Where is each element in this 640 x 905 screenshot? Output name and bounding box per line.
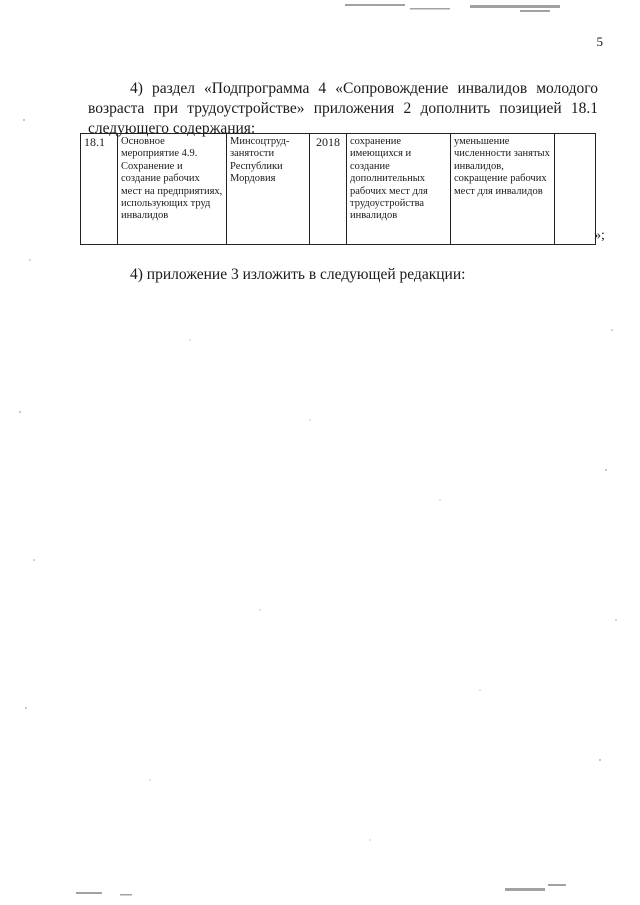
cell-number: 18.1 bbox=[81, 134, 118, 245]
page-number: 5 bbox=[596, 34, 603, 49]
closing-quote-mark: »; bbox=[594, 228, 605, 243]
program-table bbox=[80, 133, 596, 245]
cell-expected-result: сохранение имеющихся и создание дополнительных рабочих мест для трудоустройства инвалидов bbox=[347, 134, 451, 245]
cell-activity: Основное мероприятие 4.9. Сохранение и создание рабочих мест на предприятиях, использующих труд инвалидов bbox=[118, 134, 227, 245]
cell-consequences: уменьшение численности занятых инвалидов, сокращение рабочих мест для инвалидов bbox=[451, 134, 555, 245]
second-paragraph: 4) приложение 3 изложить в следующей редакции: bbox=[130, 266, 466, 283]
table-row bbox=[81, 134, 596, 245]
cell-year: 2018 bbox=[310, 134, 347, 245]
cell-extra bbox=[555, 134, 596, 245]
intro-paragraph: 4) раздел «Подпрограмма 4 «Сопровождение инвалидов молодого возраста при трудоустройстве» приложения 2 дополнить позицией 18.1 следующего содержания: bbox=[88, 79, 598, 137]
cell-executor: Минсоцтруд-занятости Республики Мордовия bbox=[227, 134, 310, 245]
